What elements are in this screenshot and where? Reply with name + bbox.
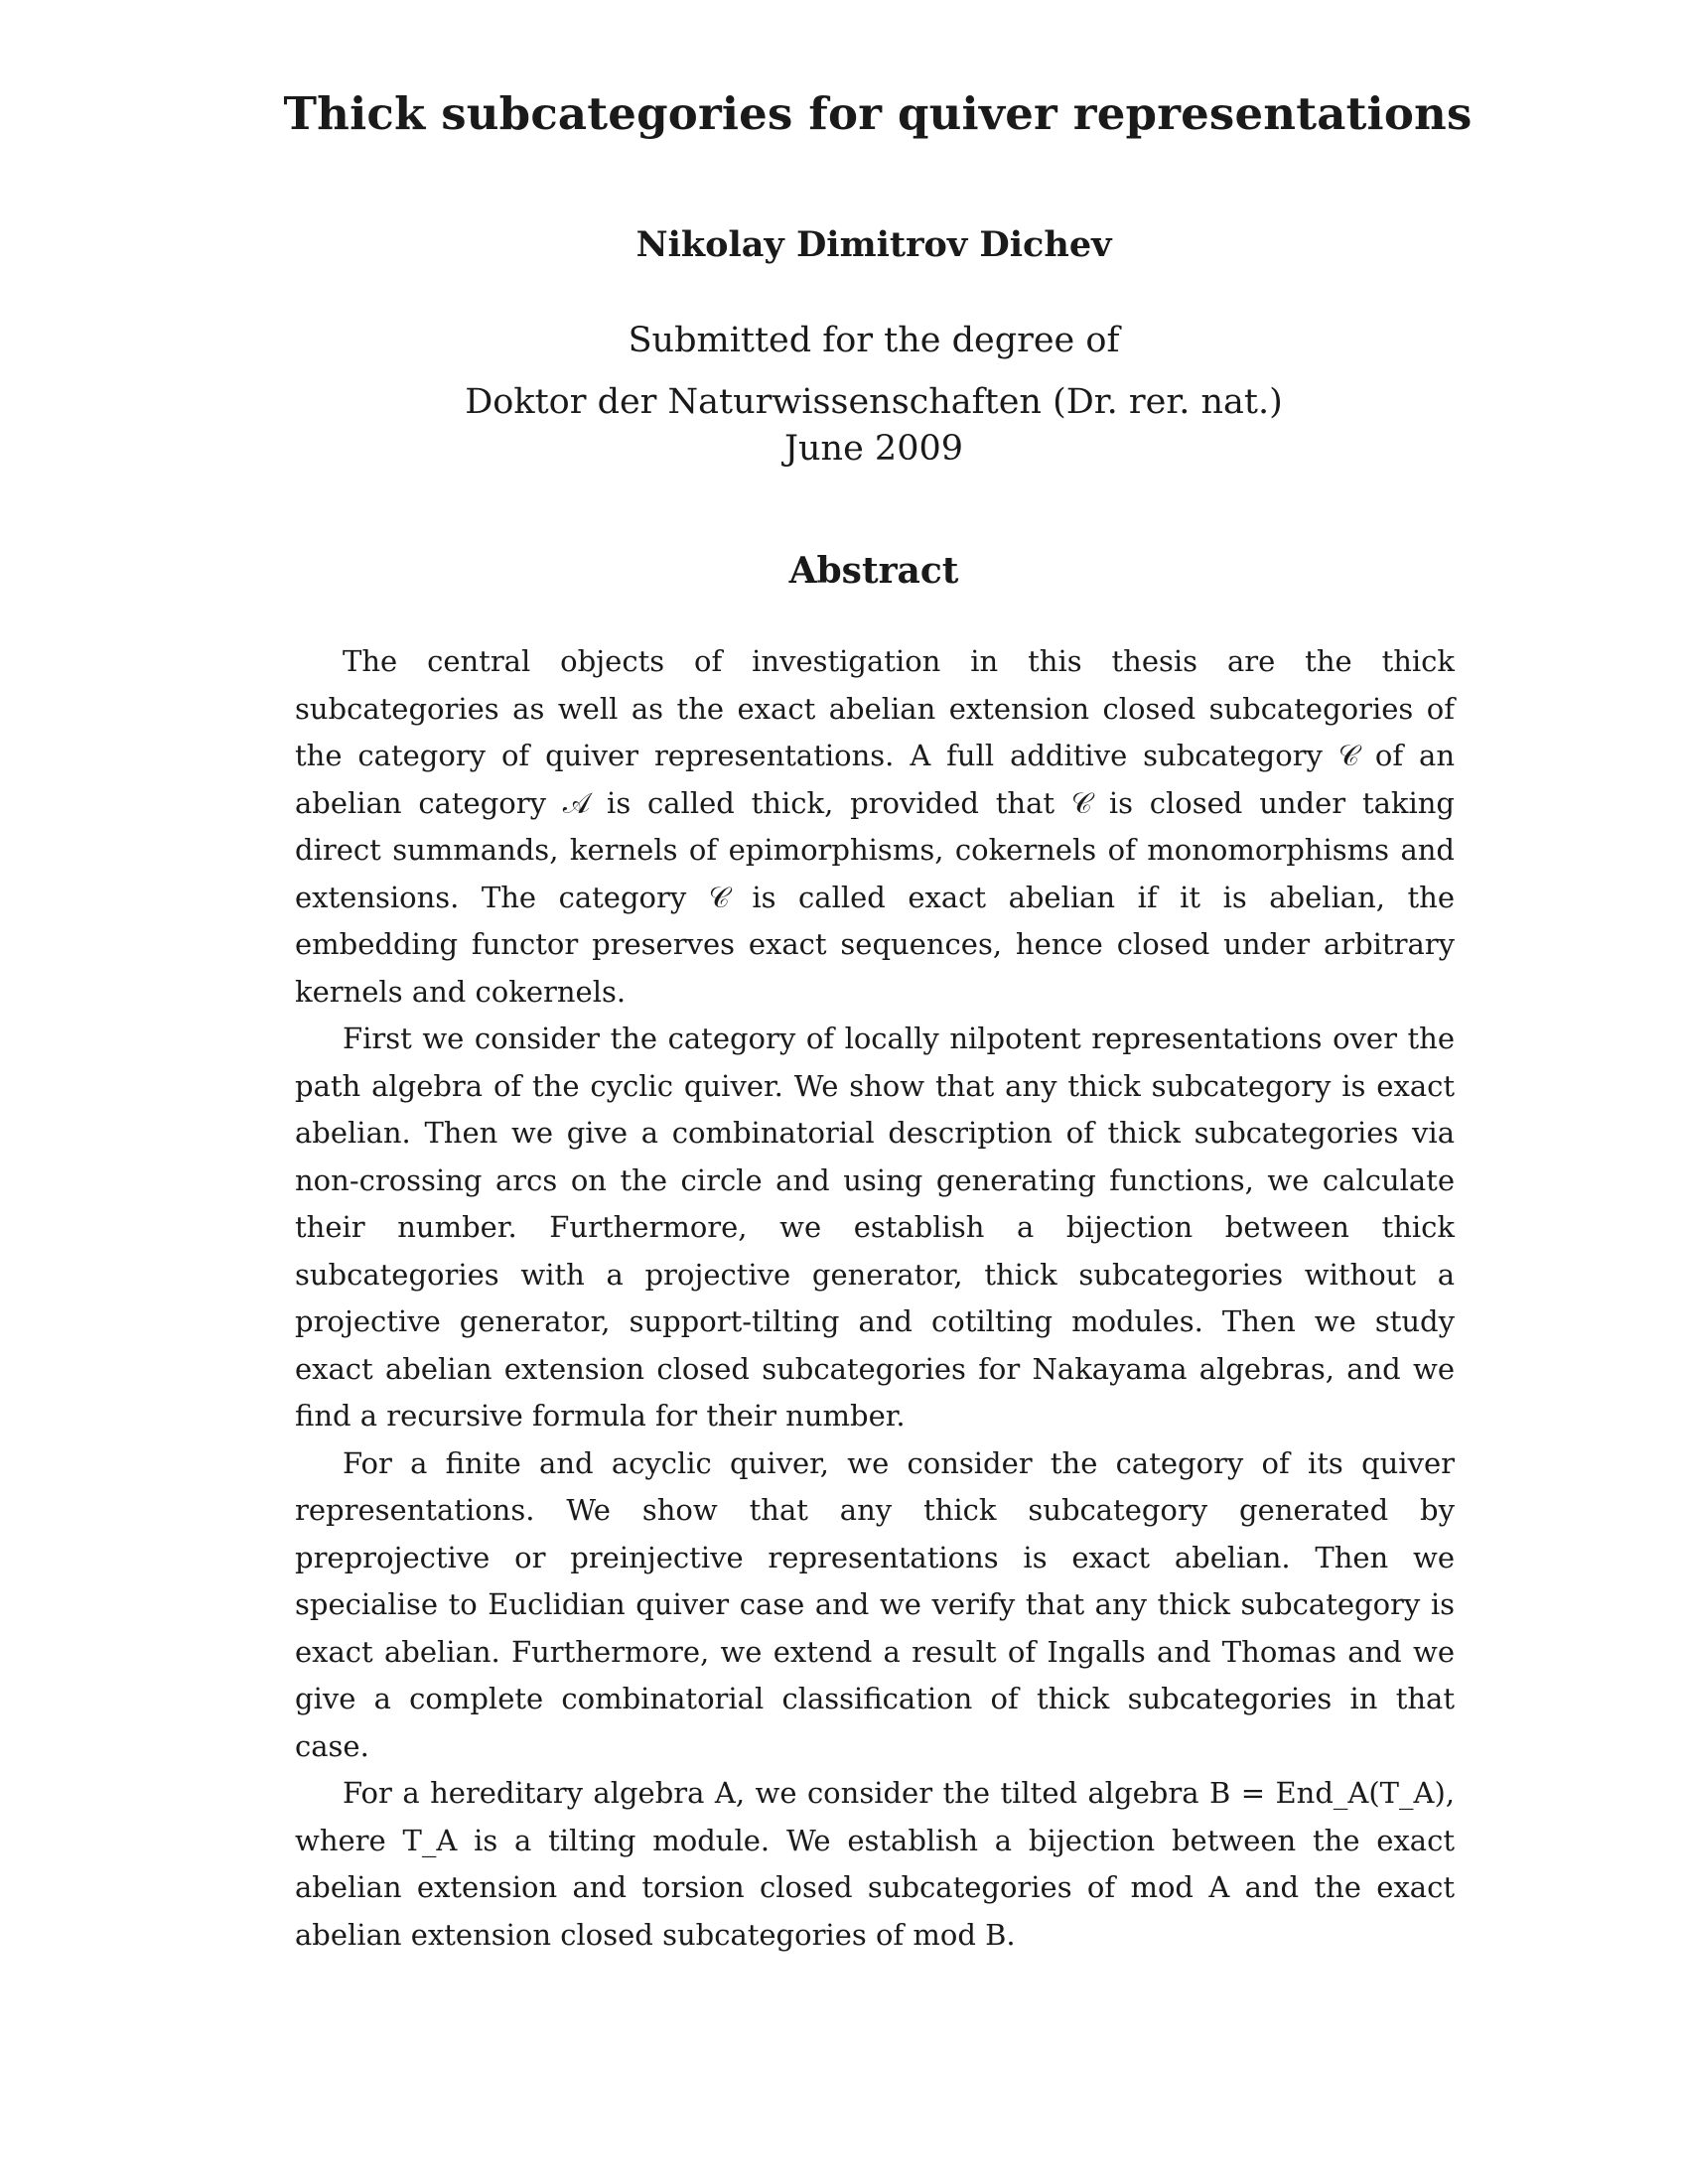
degree-line-1: Submitted for the degree of: [628, 321, 1120, 360]
abstract-paragraph-3: For a finite and acyclic quiver, we consider the category of its quiver representations. We show that any thick subcategory generated by preprojective or preinjective representations is exact abelian. Then we specialise to Euclidian quiver case and we verify that any thick subcategory is exact abelian. Furthermore, we extend a result of Ingalls and Thomas and we give a complete combinatorial classification of thick subcategories in that case.: [295, 1445, 1455, 1763]
abstract-body: [295, 638, 1455, 1959]
degree-line-2: Doktor der Naturwissenschaften (Dr. rer. nat.): [465, 382, 1283, 422]
abstract-paragraph-1: The central objects of investigation in this thesis are the thick subcategories as well as the exact abelian extension closed subcategories of the category of quiver representations. A full additive subcategory 𝒞 of an abelian category 𝒜 is called thick, provided that 𝒞 is closed under taking direct summands, kernels of epimorphisms, cokernels of monomorphisms and extensions. The category 𝒞 is called exact abelian if it is abelian, the embedding functor preserves exact sequences, hence closed under arbitrary kernels and cokernels.: [295, 644, 1455, 1009]
abstract-paragraph-2: First we consider the category of locally nilpotent representations over the path algebra of the cyclic quiver. We show that any thick subcategory is exact abelian. Then we give a combinatorial description of thick subcategories via non-crossing arcs on the circle and using generating functions, we calculate their number. Furthermore, we establish a bijection between thick subcategories with a projective generator, thick subcategories without a projective generator, support-tilting and cotilting modules. Then we study exact abelian extension closed subcategories for Nakayama algebras, and we find a recursive formula for their number.: [295, 1022, 1455, 1433]
abstract-heading: Abstract: [788, 550, 959, 592]
document-title: Thick subcategories for quiver representations: [283, 87, 1473, 140]
submission-date: June 2009: [783, 429, 964, 469]
abstract-paragraph-4: For a hereditary algebra A, we consider the tilted algebra B = End_A(T_A), where T_A is a tilting module. We establish a bijection between the exact abelian extension and torsion closed subcategories of mod A and the exact abelian extension closed subcategories of mod B.: [295, 1776, 1455, 1952]
author-name: Nikolay Dimitrov Dichev: [635, 224, 1112, 265]
